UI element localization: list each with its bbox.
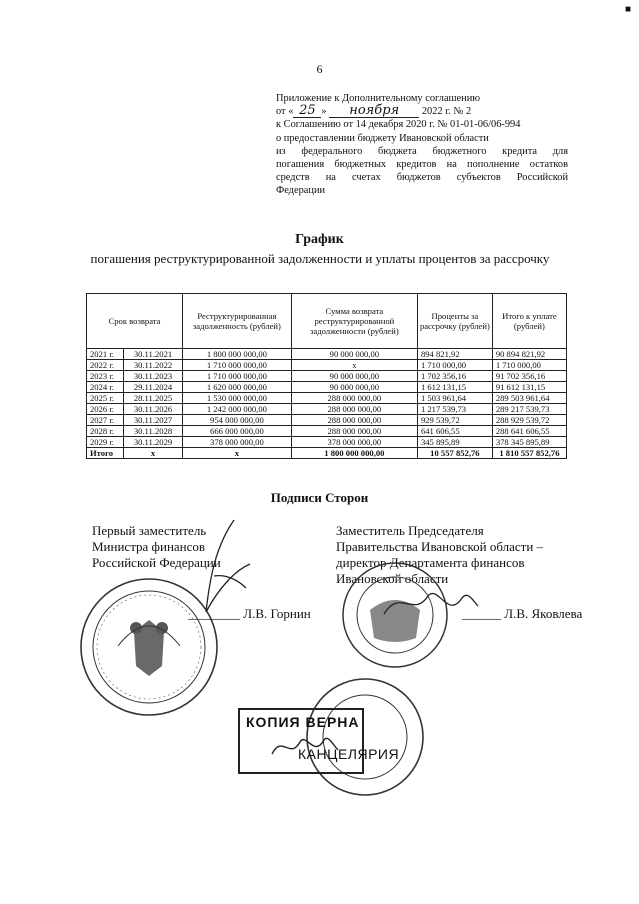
table-row [87, 393, 567, 404]
signatory-left-line-3: Российской Федерации [92, 555, 221, 570]
appendix-line-2 [276, 105, 568, 118]
cell-year: 2022 г. [87, 360, 124, 371]
cell-year: 2023 г. [87, 371, 124, 382]
appendix-line-5: из федерального бюджета бюджетного кредита для [276, 145, 568, 157]
signatory-right-line-4: Ивановской области [336, 571, 449, 586]
cell-year: 2024 г. [87, 382, 124, 393]
header-term: Срок возврата [87, 294, 183, 349]
signatory-left-name: ________ Л.В. Горнин [188, 606, 311, 621]
cell-year: 2028 г. [87, 426, 124, 437]
copy-certified-stamp [238, 708, 400, 774]
repayment-schedule-table [86, 293, 567, 459]
cell-year: 2021 г. [87, 349, 124, 360]
cell-total: 378 345 895,89 [492, 437, 566, 448]
header-restructured: Реструктурированная задолженность (рублей) [183, 294, 292, 349]
cell-total: 289 503 961,64 [492, 393, 566, 404]
cell-repayment: 288 000 000,00 [291, 426, 417, 437]
cell-restructured: 1 710 000 000,00 [183, 360, 292, 371]
cell-date: 30.11.2023 [124, 371, 183, 382]
cell-repayment: 378 000 000,00 [291, 437, 417, 448]
signatory-right-name: ______ Л.В. Яковлева [462, 606, 583, 621]
cell-total: 91 612 131,15 [492, 382, 566, 393]
cell-restructured: 1 800 000 000,00 [183, 349, 292, 360]
cell-year: 2025 г. [87, 393, 124, 404]
table-row [87, 349, 567, 360]
table-total-row [87, 448, 567, 459]
cell-restructured: 1 530 000 000,00 [183, 393, 292, 404]
signatory-right-name-text: Л.В. Яковлева [504, 606, 583, 621]
table-row [87, 404, 567, 415]
cell-interest: 894 821,92 [417, 349, 492, 360]
cell-total: 288 641 606,55 [492, 426, 566, 437]
cell-restructured: 1 242 000 000,00 [183, 404, 292, 415]
cell-repayment: 90 000 000,00 [291, 382, 417, 393]
cell-interest: 1 710 000,00 [417, 360, 492, 371]
cell-year: 2026 г. [87, 404, 124, 415]
cell-date: 30.11.2029 [124, 437, 183, 448]
signatory-right-line-3: директор Департамента финансов [336, 555, 525, 570]
page-number: 6 [316, 62, 323, 76]
cell-repayment: x [291, 360, 417, 371]
appendix-header [276, 92, 568, 198]
header-interest: Проценты за рассрочку (рублей) [417, 294, 492, 349]
signature-left [196, 516, 256, 616]
signatures-title: Подписи Сторон [270, 490, 369, 505]
cell-restructured: 666 000 000,00 [183, 426, 292, 437]
date-suffix: 2022 г. № 2 [421, 106, 472, 118]
cell-restructured: 1 620 000 000,00 [183, 382, 292, 393]
cell-repayment: 90 000 000,00 [291, 349, 417, 360]
table-row [87, 415, 567, 426]
total-sum: 1 810 557 852,76 [492, 448, 566, 459]
cell-interest: 345 895,89 [417, 437, 492, 448]
cell-restructured: 954 000 000,00 [183, 415, 292, 426]
appendix-line-3: к Соглашению от 14 декабря 2020 г. № 01-01-06/06-994 [276, 119, 521, 131]
table-row [87, 426, 567, 437]
cell-repayment: 288 000 000,00 [291, 404, 417, 415]
office-stamp-label: КАНЦЕЛЯРИЯ [298, 746, 400, 762]
table-row [87, 437, 567, 448]
total-label: Итого [87, 448, 124, 459]
copy-stamp-label: КОПИЯ ВЕРНА [246, 714, 360, 730]
cell-restructured: 378 000 000,00 [183, 437, 292, 448]
cell-total: 90 894 821,92 [492, 349, 566, 360]
cell-year: 2029 г. [87, 437, 124, 448]
appendix-line-4: о предоставлении бюджету Ивановской области [276, 132, 489, 144]
document-subtitle: погашения реструктурированной задолженности и уплаты процентов за рассрочку [90, 251, 550, 266]
signatory-right-line-2: Правительства Ивановской области – [336, 539, 544, 554]
copy-signature [270, 732, 340, 762]
table-row [87, 371, 567, 382]
cell-date: 30.11.2027 [124, 415, 183, 426]
table-row [87, 382, 567, 393]
appendix-line-8: Федерации [276, 185, 326, 197]
signatory-left-line-2: Министра финансов [92, 539, 206, 554]
cell-total: 91 702 356,16 [492, 371, 566, 382]
cell-year: 2027 г. [87, 415, 124, 426]
document-title: График [295, 232, 344, 247]
handwritten-day: 25 [293, 105, 321, 118]
total-date: x [124, 448, 183, 459]
cell-total: 1 710 000,00 [492, 360, 566, 371]
total-interest: 10 557 852,76 [417, 448, 492, 459]
appendix-line-7: средств на счетах бюджетов субъектов Российской [276, 172, 568, 184]
cell-date: 29.11.2024 [124, 382, 183, 393]
table-header-row [87, 294, 567, 349]
cell-repayment: 288 000 000,00 [291, 393, 417, 404]
total-restructured: x [183, 448, 292, 459]
cell-interest: 1 217 539,73 [417, 404, 492, 415]
cell-restructured: 1 710 000 000,00 [183, 371, 292, 382]
cell-total: 288 929 539,72 [492, 415, 566, 426]
cell-total: 289 217 539,73 [492, 404, 566, 415]
cell-interest: 641 606,55 [417, 426, 492, 437]
cell-interest: 1 612 131,15 [417, 382, 492, 393]
cell-date: 30.11.2021 [124, 349, 183, 360]
cell-date: 28.11.2025 [124, 393, 183, 404]
corner-mark: ■ [624, 4, 631, 15]
signatory-right-line-1: Заместитель Председателя [336, 523, 484, 538]
cell-date: 30.11.2022 [124, 360, 183, 371]
table-row [87, 360, 567, 371]
handwritten-month: ноября [329, 105, 419, 118]
cell-repayment: 288 000 000,00 [291, 415, 417, 426]
appendix-line-6: погашения бюджетных кредитов на пополнение остатков [276, 159, 568, 171]
cell-repayment: 90 000 000,00 [291, 371, 417, 382]
cell-date: 30.11.2028 [124, 426, 183, 437]
date-prefix: от « [276, 106, 294, 118]
cell-date: 30.11.2026 [124, 404, 183, 415]
appendix-line-1: Приложение к Дополнительному соглашению [276, 93, 481, 104]
date-mid: » [321, 106, 327, 118]
total-repayment: 1 800 000 000,00 [291, 448, 417, 459]
signatory-left-name-text: Л.В. Горнин [243, 606, 311, 621]
table-body [87, 349, 567, 459]
signatory-left [92, 523, 292, 571]
cell-interest: 929 539,72 [417, 415, 492, 426]
header-repayment: Сумма возврата реструктурированной задолженности (рублей) [291, 294, 417, 349]
header-total: Итого к уплате (рублей) [492, 294, 566, 349]
cell-interest: 1 503 961,64 [417, 393, 492, 404]
signatory-left-line-1: Первый заместитель [92, 523, 207, 538]
cell-interest: 1 702 356,16 [417, 371, 492, 382]
